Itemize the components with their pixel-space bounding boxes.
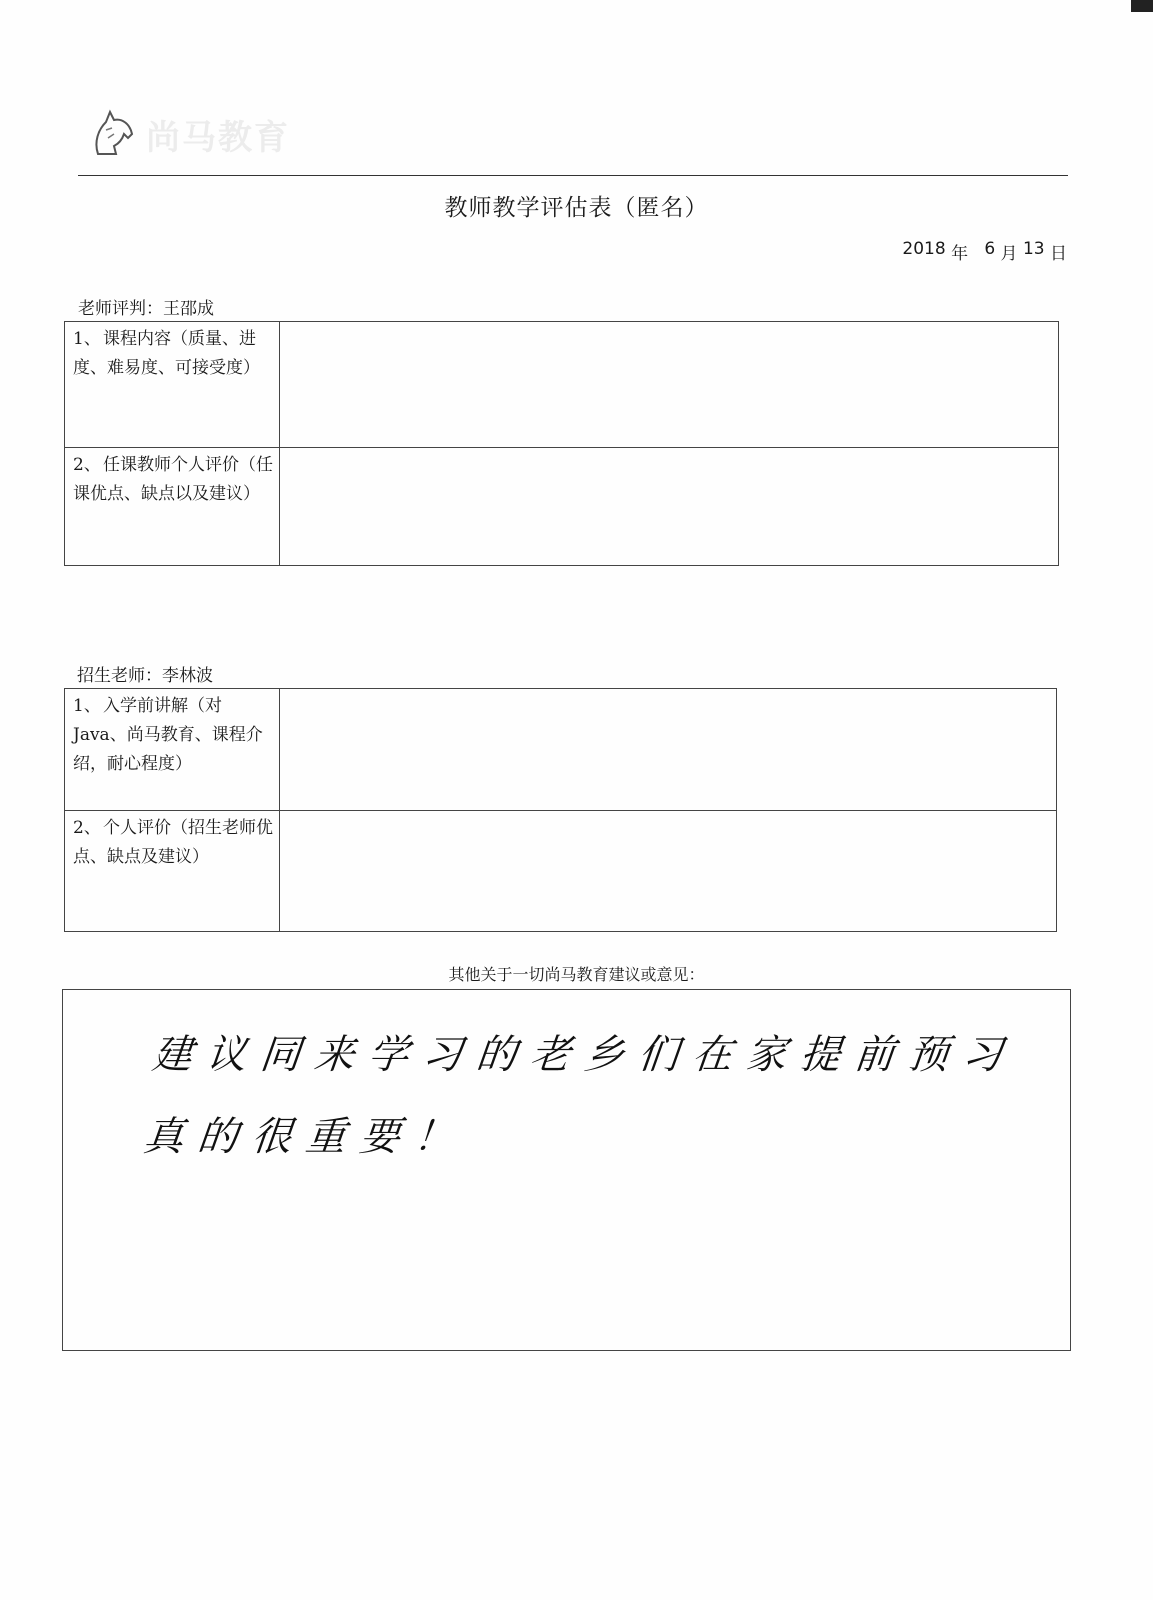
recruiter-evaluation-table	[64, 688, 1057, 932]
logo	[88, 108, 290, 160]
question-cell	[65, 448, 280, 566]
date-day-unit: 日	[1050, 244, 1067, 264]
table-row	[65, 448, 1059, 566]
handwritten-comment	[139, 1014, 1020, 1178]
question-number: 1、	[73, 696, 101, 716]
table-row	[65, 811, 1057, 932]
question-number: 2、	[73, 455, 101, 475]
date-day: 13	[1022, 239, 1045, 259]
question-number: 1、	[73, 329, 101, 349]
horse-logo-icon	[88, 108, 136, 160]
question-text: 个人评价（招生老师优点、缺点及建议）	[73, 818, 273, 867]
date-month-unit: 月	[1000, 244, 1018, 264]
date-month: 6	[984, 239, 996, 259]
page-title: 教师教学评估表（匿名）	[444, 195, 709, 221]
question-cell	[65, 322, 280, 448]
table-row	[65, 689, 1057, 811]
logo-text: 尚马教育	[146, 117, 290, 158]
other-feedback-label: 其他关于一切尚马教育建议或意见：	[448, 965, 705, 984]
answer-cell[interactable]	[280, 448, 1059, 566]
scan-edge-mark	[1131, 0, 1153, 12]
answer-cell[interactable]	[280, 811, 1057, 932]
question-cell	[65, 811, 280, 932]
header-divider	[78, 175, 1068, 176]
question-number: 2、	[73, 818, 101, 838]
answer-cell[interactable]	[280, 322, 1059, 448]
answer-cell[interactable]	[280, 689, 1057, 811]
teacher-section-label: 老师评判：王邵成	[78, 299, 214, 319]
recruiter-section-label: 招生老师：李林波	[77, 666, 213, 686]
date-year: 2018	[902, 239, 946, 259]
question-text: 课程内容（质量、进度、难易度、可接受度）	[73, 329, 260, 378]
form-date	[902, 239, 1067, 264]
question-text: 任课教师个人评价（任课优点、缺点以及建议）	[73, 455, 273, 504]
handwritten-line: 建议同来学习的老乡们在家提前预习	[149, 1032, 1019, 1078]
handwritten-line: 真的很重要！	[141, 1114, 471, 1160]
other-feedback-box[interactable]	[62, 989, 1071, 1351]
question-text: 入学前讲解（对Java、尚马教育、课程介绍，耐心程度）	[73, 696, 263, 774]
date-year-unit: 年	[951, 244, 969, 264]
table-row	[65, 322, 1059, 448]
question-cell	[65, 689, 280, 811]
teacher-evaluation-table	[64, 321, 1059, 566]
